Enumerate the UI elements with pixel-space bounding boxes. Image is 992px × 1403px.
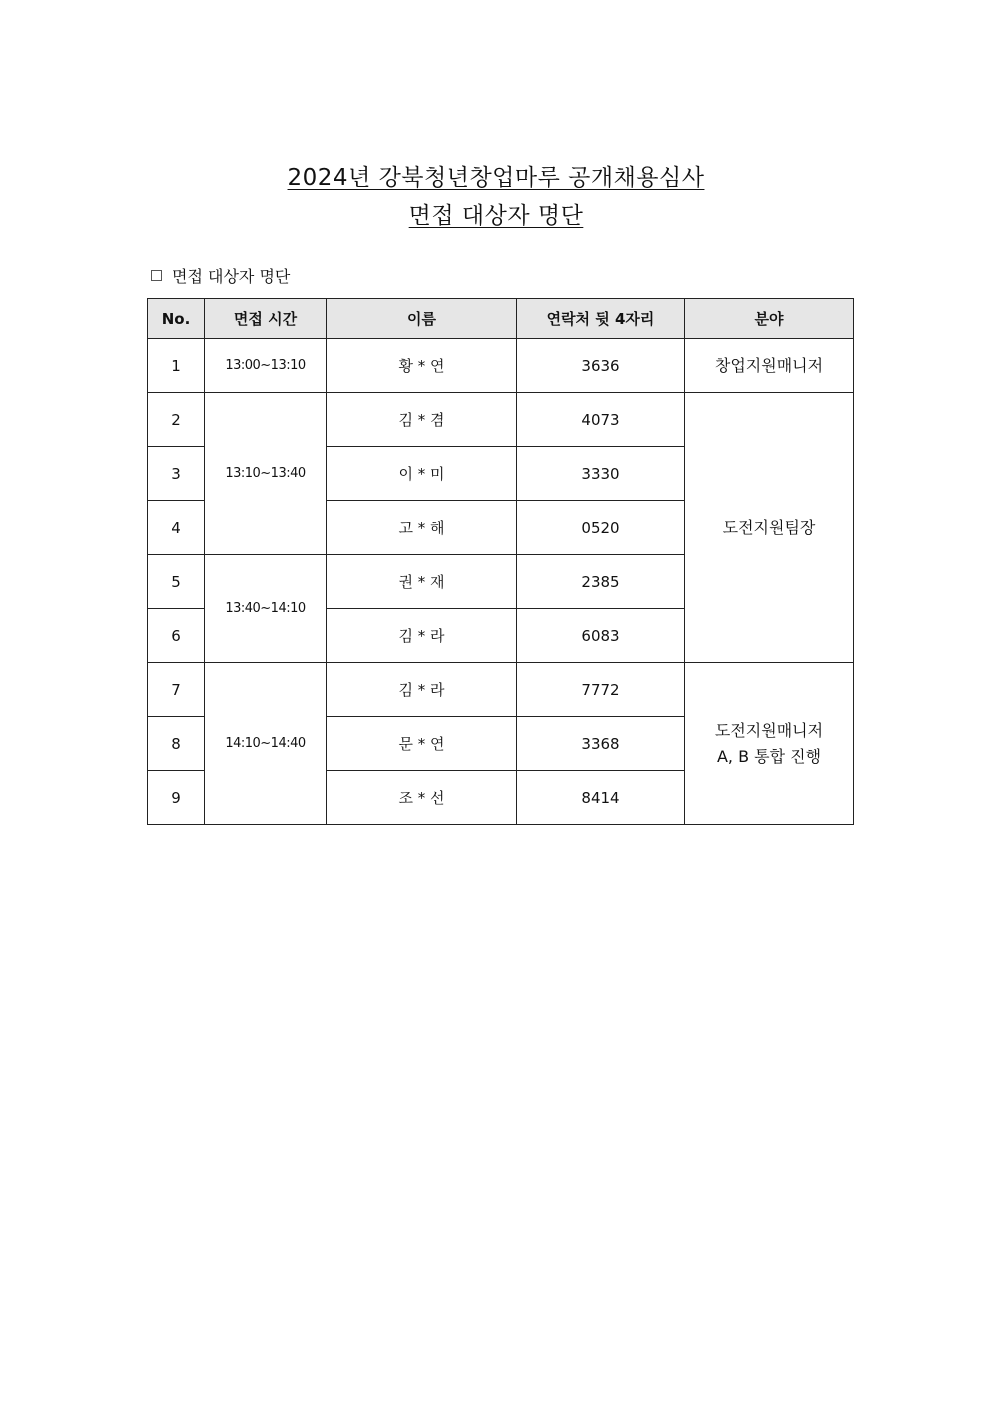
cell-time: 14:10~14:40 bbox=[205, 663, 327, 825]
cell-time: 13:40~14:10 bbox=[205, 555, 327, 663]
cell-no: 1 bbox=[148, 339, 205, 393]
cell-phone: 0520 bbox=[517, 501, 685, 555]
cell-no: 2 bbox=[148, 393, 205, 447]
cell-phone: 2385 bbox=[517, 555, 685, 609]
cell-time: 13:10~13:40 bbox=[205, 393, 327, 555]
cell-field: 창업지원매니저 bbox=[685, 339, 854, 393]
header-no: No. bbox=[148, 299, 205, 339]
section-heading bbox=[151, 264, 290, 287]
cell-field bbox=[685, 663, 854, 825]
table-header-row bbox=[148, 299, 854, 339]
table-row bbox=[148, 339, 854, 393]
cell-name: 조 * 선 bbox=[327, 771, 517, 825]
cell-name: 이 * 미 bbox=[327, 447, 517, 501]
checkbox-square-icon bbox=[151, 270, 162, 281]
cell-field: 도전지원팀장 bbox=[685, 393, 854, 663]
cell-name: 김 * 라 bbox=[327, 609, 517, 663]
cell-no: 9 bbox=[148, 771, 205, 825]
cell-phone: 4073 bbox=[517, 393, 685, 447]
title-line-2: 면접 대상자 명단 bbox=[408, 203, 584, 229]
cell-no: 4 bbox=[148, 501, 205, 555]
cell-name: 황 * 연 bbox=[327, 339, 517, 393]
cell-no: 8 bbox=[148, 717, 205, 771]
cell-phone: 6083 bbox=[517, 609, 685, 663]
cell-name: 권 * 재 bbox=[327, 555, 517, 609]
cell-no: 5 bbox=[148, 555, 205, 609]
cell-phone: 8414 bbox=[517, 771, 685, 825]
document-title bbox=[0, 160, 992, 236]
section-heading-text: 면접 대상자 명단 bbox=[172, 267, 291, 286]
header-field: 분야 bbox=[685, 299, 854, 339]
field-line-2: A, B 통합 진행 bbox=[716, 746, 822, 766]
cell-name: 김 * 라 bbox=[327, 663, 517, 717]
cell-phone: 3330 bbox=[517, 447, 685, 501]
header-phone: 연락처 뒷 4자리 bbox=[517, 299, 685, 339]
interview-table bbox=[147, 298, 854, 825]
header-name: 이름 bbox=[327, 299, 517, 339]
cell-phone: 3368 bbox=[517, 717, 685, 771]
cell-name: 고 * 해 bbox=[327, 501, 517, 555]
cell-time: 13:00~13:10 bbox=[205, 339, 327, 393]
cell-phone: 7772 bbox=[517, 663, 685, 717]
cell-name: 문 * 연 bbox=[327, 717, 517, 771]
cell-no: 7 bbox=[148, 663, 205, 717]
table-row bbox=[148, 393, 854, 447]
field-line-1: 도전지원매니저 bbox=[714, 720, 824, 740]
header-time: 면접 시간 bbox=[205, 299, 327, 339]
title-line-1: 2024년 강북청년창업마루 공개채용심사 bbox=[287, 165, 705, 191]
cell-no: 6 bbox=[148, 609, 205, 663]
cell-no: 3 bbox=[148, 447, 205, 501]
cell-name: 김 * 겸 bbox=[327, 393, 517, 447]
table-row bbox=[148, 663, 854, 717]
cell-phone: 3636 bbox=[517, 339, 685, 393]
